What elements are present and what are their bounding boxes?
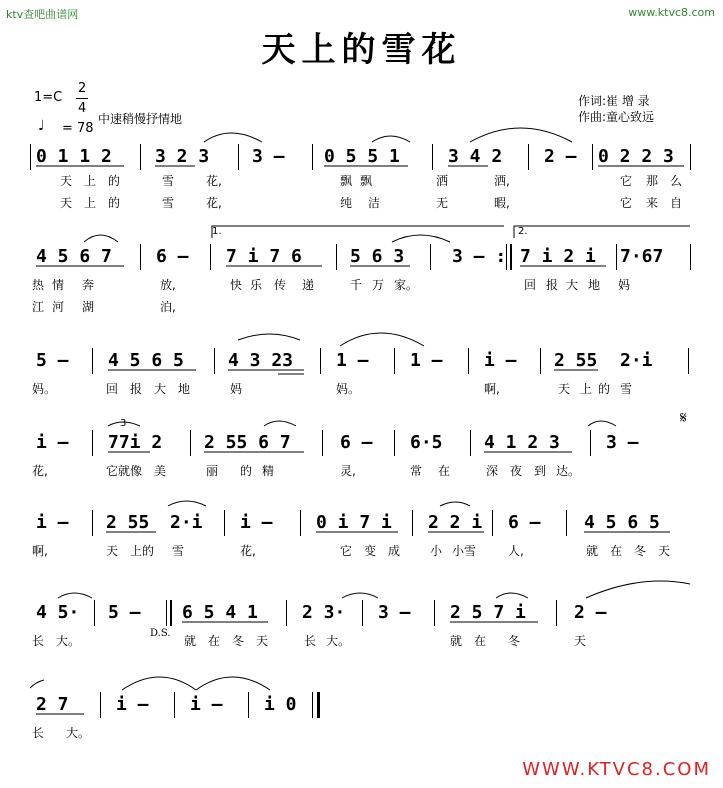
lyric-syllable: 花, — [240, 544, 256, 558]
lyric-syllable: 大 — [566, 278, 579, 292]
barline — [430, 244, 431, 270]
lyric-syllable: 它 — [340, 544, 353, 558]
slur — [168, 501, 206, 506]
barline — [394, 430, 395, 456]
measure-notes: 2 – — [544, 146, 577, 167]
quarter-note-icon: ♩ — [38, 118, 45, 134]
slur — [340, 333, 424, 346]
slur — [84, 235, 118, 242]
notes-row-6 — [0, 602, 723, 624]
final-barline-thick — [317, 692, 320, 718]
barline — [248, 692, 249, 718]
lyric-syllable: 小 — [430, 544, 443, 558]
watermark-left: ktv查吧曲谱网 — [6, 8, 79, 21]
lyrics-verse-1 — [0, 542, 723, 560]
barline — [540, 348, 541, 374]
measure-notes: 2 5 7 i — [450, 602, 526, 623]
measure-notes: 4 1 2 3 — [484, 432, 560, 453]
lyric-syllable: 精 — [262, 464, 275, 478]
lyric-syllable: 奔 — [82, 278, 95, 292]
measure-notes: 6·5 — [410, 432, 443, 453]
barline — [210, 244, 211, 270]
measure-notes: 1 – — [410, 350, 443, 371]
lyric-syllable: 就 — [184, 634, 197, 648]
segno-barline — [170, 600, 172, 626]
barline — [566, 510, 567, 536]
lyric-syllable: 自 — [670, 196, 683, 210]
expression-mark: 中速稍慢抒情地 — [98, 112, 183, 126]
lyrics-verse-2 — [0, 298, 723, 316]
measure-notes: 7 i 2 i — [520, 246, 596, 267]
lyric-syllable: 么 — [670, 174, 683, 188]
lyric-syllable: 在 — [438, 464, 451, 478]
measure-notes: i – — [240, 512, 273, 533]
lyric-syllable: 啊, — [484, 382, 500, 396]
lyricist-credit: 作词:崔 增 录 — [578, 94, 650, 108]
lyric-syllable: 家。 — [394, 278, 419, 292]
repeat-barline — [506, 244, 507, 270]
notes-row-1 — [0, 146, 723, 168]
slur — [342, 593, 378, 598]
measure-notes: i – — [116, 694, 149, 715]
barline — [320, 348, 321, 374]
measure-notes: i – — [484, 350, 517, 371]
measure-notes: 5 – — [108, 602, 141, 623]
lyric-syllable: 回 — [524, 278, 537, 292]
lyric-syllable: 它就像 — [106, 464, 143, 478]
lyric-syllable: 泊, — [160, 300, 176, 314]
lyrics-verse-1 — [0, 462, 723, 480]
lyric-syllable: 美 — [154, 464, 167, 478]
lyric-syllable: 大。 — [66, 726, 91, 740]
lyric-syllable: 长 — [32, 726, 45, 740]
volta-2-bracket — [514, 226, 690, 238]
measure-notes: i – — [190, 694, 223, 715]
lyric-syllable: 冬 — [508, 634, 521, 648]
lyric-syllable: 雪 — [620, 382, 633, 396]
barline — [30, 144, 31, 170]
tempo-value: = 78 — [62, 121, 94, 136]
lyric-syllable: 变 — [364, 544, 377, 558]
barline — [528, 144, 529, 170]
barline — [174, 692, 175, 718]
slur — [440, 502, 470, 506]
lyric-syllable: 夜 — [510, 464, 523, 478]
lyric-syllable: 大。 — [326, 634, 351, 648]
lyric-syllable: 天 — [558, 382, 571, 396]
lyric-syllable: 就 — [586, 544, 599, 558]
slur — [122, 677, 196, 690]
lyric-syllable: 快 — [230, 278, 243, 292]
barline — [394, 348, 395, 374]
slur — [470, 128, 572, 142]
watermark-right: www.ktvc8.com — [628, 6, 715, 19]
slur — [30, 680, 44, 688]
lyric-syllable: 成 — [388, 544, 401, 558]
barline — [94, 600, 95, 626]
lyric-syllable: 那 — [646, 174, 659, 188]
lyric-syllable: 就 — [450, 634, 463, 648]
lyric-syllable: 雪 — [162, 196, 175, 210]
barline — [286, 600, 287, 626]
lyric-syllable: 天 — [574, 634, 587, 648]
measure-notes: 5 – — [36, 350, 69, 371]
lyric-syllable: 花, — [206, 174, 222, 188]
notes-row-3 — [0, 350, 723, 372]
lyric-syllable: 雪 — [162, 174, 175, 188]
measure-notes: 5 6 3 — [350, 246, 405, 267]
measure-notes: 2·i — [620, 350, 653, 371]
barline — [470, 430, 471, 456]
barline — [166, 600, 167, 626]
measure-notes: 4 5 6 5 — [108, 350, 184, 371]
lyrics-verse-2 — [0, 194, 723, 212]
lyric-syllable: 冬 — [634, 544, 647, 558]
time-signature-bottom: 4 — [78, 101, 87, 116]
barline — [434, 600, 435, 626]
barline — [616, 244, 617, 270]
watermark-bottom: WWW.KTVC8.COM — [522, 759, 711, 780]
lyrics-verse-1 — [0, 172, 723, 190]
barline — [322, 430, 323, 456]
key-signature: 1=C — [34, 90, 63, 105]
lyric-syllable: 热 — [32, 278, 45, 292]
barline — [92, 430, 93, 456]
lyric-syllable: 上 — [84, 196, 97, 210]
barline — [468, 348, 469, 374]
lyric-syllable: 长 — [32, 634, 45, 648]
barline — [92, 348, 93, 374]
lyric-syllable: 天 — [256, 634, 269, 648]
repeat-barline-thick — [510, 244, 512, 270]
barline — [592, 144, 593, 170]
notes-row-2 — [0, 246, 723, 268]
measure-notes: 3 – — [252, 146, 285, 167]
lyric-syllable: 小雪 — [452, 544, 477, 558]
barline — [412, 510, 413, 536]
lyric-syllable: 妈 — [618, 278, 631, 292]
lyric-syllable: 情 — [52, 278, 65, 292]
barline — [140, 144, 141, 170]
lyrics-verse-1 — [0, 380, 723, 398]
slur — [586, 581, 690, 598]
measure-notes: 0 2 2 3 — [598, 146, 674, 167]
volta-2-label: 2. — [518, 226, 528, 237]
lyric-syllable: 地 — [588, 278, 601, 292]
lyric-syllable: 天 — [60, 174, 73, 188]
lyric-syllable: 常 — [410, 464, 423, 478]
lyric-syllable: 的 — [108, 196, 121, 210]
measure-notes: 6 – — [508, 512, 541, 533]
lyric-syllable: 天 — [106, 544, 119, 558]
notes-row-7 — [0, 694, 723, 716]
measure-notes: 3 – — [606, 432, 639, 453]
volta-1-bracket — [212, 226, 504, 238]
lyric-syllable: 雪 — [172, 544, 185, 558]
measure-notes: 4 3 23 — [228, 350, 294, 371]
barline — [492, 510, 493, 536]
lyric-syllable: 湖 — [82, 300, 95, 314]
measure-notes: 2 55 — [106, 512, 150, 533]
lyric-syllable: 花, — [32, 464, 48, 478]
lyric-syllable: 在 — [610, 544, 623, 558]
measure-notes: 0 i 7 i — [316, 512, 392, 533]
lyric-syllable: 的 — [598, 382, 611, 396]
lyric-syllable: 在 — [208, 634, 221, 648]
lyric-syllable: 人, — [508, 544, 524, 558]
barline — [190, 430, 191, 456]
measure-notes: 2 – — [574, 602, 607, 623]
measure-notes: 2 55 6 7 — [204, 432, 291, 453]
lyric-syllable: 洁 — [368, 196, 381, 210]
lyrics-verse-1 — [0, 276, 723, 294]
lyric-syllable: 飘 — [360, 174, 373, 188]
measure-notes: 3 2 3 — [155, 146, 210, 167]
slur — [238, 334, 300, 340]
barline — [688, 348, 689, 374]
barline — [362, 600, 363, 626]
measure-notes: 4 5· — [36, 602, 80, 623]
dal-segno-mark: D.S. — [150, 628, 171, 639]
lyric-syllable: 乐 — [250, 278, 263, 292]
measure-notes: 0 5 5 1 — [324, 146, 400, 167]
lyric-syllable: 在 — [474, 634, 487, 648]
triplet-marker: 3 — [120, 418, 127, 429]
lyric-syllable: 千 — [350, 278, 363, 292]
barline — [238, 144, 239, 170]
barline — [336, 244, 337, 270]
lyric-syllable: 上的 — [130, 544, 155, 558]
lyric-syllable: 洒, — [494, 174, 510, 188]
lyric-syllable: 河 — [52, 300, 65, 314]
slur — [264, 421, 296, 426]
composer-credit: 作曲:童心致远 — [578, 110, 655, 124]
measure-notes: 3 – : — [452, 246, 507, 267]
measure-notes: 3 – — [378, 602, 411, 623]
slur — [372, 136, 410, 142]
notes-row-5 — [0, 512, 723, 534]
barline — [300, 510, 301, 536]
lyric-syllable: 丽 — [206, 464, 219, 478]
slur — [588, 421, 616, 426]
final-barline — [312, 692, 313, 718]
lyric-syllable: 飘 — [340, 174, 353, 188]
measure-notes: 77i 2 — [108, 432, 163, 453]
lyric-syllable: 来 — [646, 196, 659, 210]
measure-notes: i 0 — [264, 694, 297, 715]
barline — [312, 144, 313, 170]
measure-notes: 1 – — [336, 350, 369, 371]
lyric-syllable: 它 — [620, 174, 633, 188]
lyric-syllable: 报 — [546, 278, 559, 292]
lyric-syllable: 妈。 — [32, 382, 57, 396]
lyric-syllable: 报 — [130, 382, 143, 396]
lyric-syllable: 天 — [658, 544, 671, 558]
measure-notes: 2 7 — [36, 694, 69, 715]
measure-notes: 6 – — [340, 432, 373, 453]
lyric-syllable: 冬 — [232, 634, 245, 648]
measure-notes: 7·67 — [620, 246, 664, 267]
lyric-syllable: 天 — [60, 196, 73, 210]
barline — [100, 692, 101, 718]
barline — [690, 244, 691, 270]
song-title: 天上的雪花 — [261, 30, 462, 70]
barline — [224, 510, 225, 536]
barline — [590, 430, 591, 456]
lyric-syllable: 上 — [84, 174, 97, 188]
slur — [204, 133, 262, 142]
lyric-syllable: 传 — [274, 278, 287, 292]
measure-notes: 2 2 i — [428, 512, 483, 533]
lyric-syllable: 妈。 — [336, 382, 361, 396]
lyric-syllable: 大。 — [56, 634, 81, 648]
lyric-syllable: 妈 — [230, 382, 243, 396]
lyric-syllable: 达。 — [556, 464, 581, 478]
lyric-syllable: 万 — [372, 278, 385, 292]
lyric-syllable: 大 — [154, 382, 167, 396]
measure-notes: 2·i — [170, 512, 203, 533]
lyric-syllable: 递 — [302, 278, 315, 292]
slur — [392, 235, 450, 242]
lyric-syllable: 深 — [486, 464, 499, 478]
slur — [496, 593, 528, 598]
measure-notes: 2 55 — [554, 350, 598, 371]
barline — [92, 510, 93, 536]
lyric-syllable: 长 — [304, 634, 317, 648]
lyric-syllable: 到 — [534, 464, 547, 478]
lyric-syllable: 的 — [108, 174, 121, 188]
lyric-syllable: 放, — [160, 278, 176, 292]
measure-notes: 3 4 2 — [448, 146, 503, 167]
measure-notes: 2 3· — [302, 602, 346, 623]
barline — [214, 348, 215, 374]
lyric-syllable: 地 — [178, 382, 191, 396]
measure-notes: 4 5 6 5 — [584, 512, 660, 533]
lyric-syllable: 无 — [436, 196, 449, 210]
segno-icon: 𝄋 — [680, 408, 687, 427]
lyric-syllable: 它 — [620, 196, 633, 210]
lyric-syllable: 暇, — [494, 196, 510, 210]
lyric-syllable: 江 — [32, 300, 45, 314]
lyrics-verse-1 — [0, 632, 723, 650]
barline — [690, 144, 691, 170]
volta-1-label: 1. — [212, 226, 222, 237]
lyric-syllable: 灵, — [340, 464, 356, 478]
barline — [432, 144, 433, 170]
measure-notes: 7 i 7 6 — [226, 246, 302, 267]
measure-notes: 0 1 1 2 — [36, 146, 112, 167]
lyric-syllable: 啊, — [32, 544, 48, 558]
barline — [140, 244, 141, 270]
lyric-syllable: 上 — [580, 382, 593, 396]
lyric-syllable: 洒 — [436, 174, 449, 188]
measure-notes: i – — [36, 512, 69, 533]
time-signature-divider — [76, 98, 88, 99]
measure-notes: 6 – — [156, 246, 189, 267]
measure-notes: 4 5 6 7 — [36, 246, 112, 267]
time-signature-top: 2 — [78, 81, 87, 96]
lyric-syllable: 回 — [106, 382, 119, 396]
slur — [58, 593, 92, 598]
lyric-syllable: 纯 — [340, 196, 353, 210]
lyric-syllable: 花, — [206, 196, 222, 210]
measure-notes: i – — [36, 432, 69, 453]
slur — [196, 677, 270, 690]
measure-notes: 6 5 4 1 — [182, 602, 258, 623]
barline — [556, 600, 557, 626]
lyric-syllable: 的 — [240, 464, 253, 478]
lyrics-verse-1 — [0, 724, 723, 742]
notes-row-4 — [0, 432, 723, 454]
